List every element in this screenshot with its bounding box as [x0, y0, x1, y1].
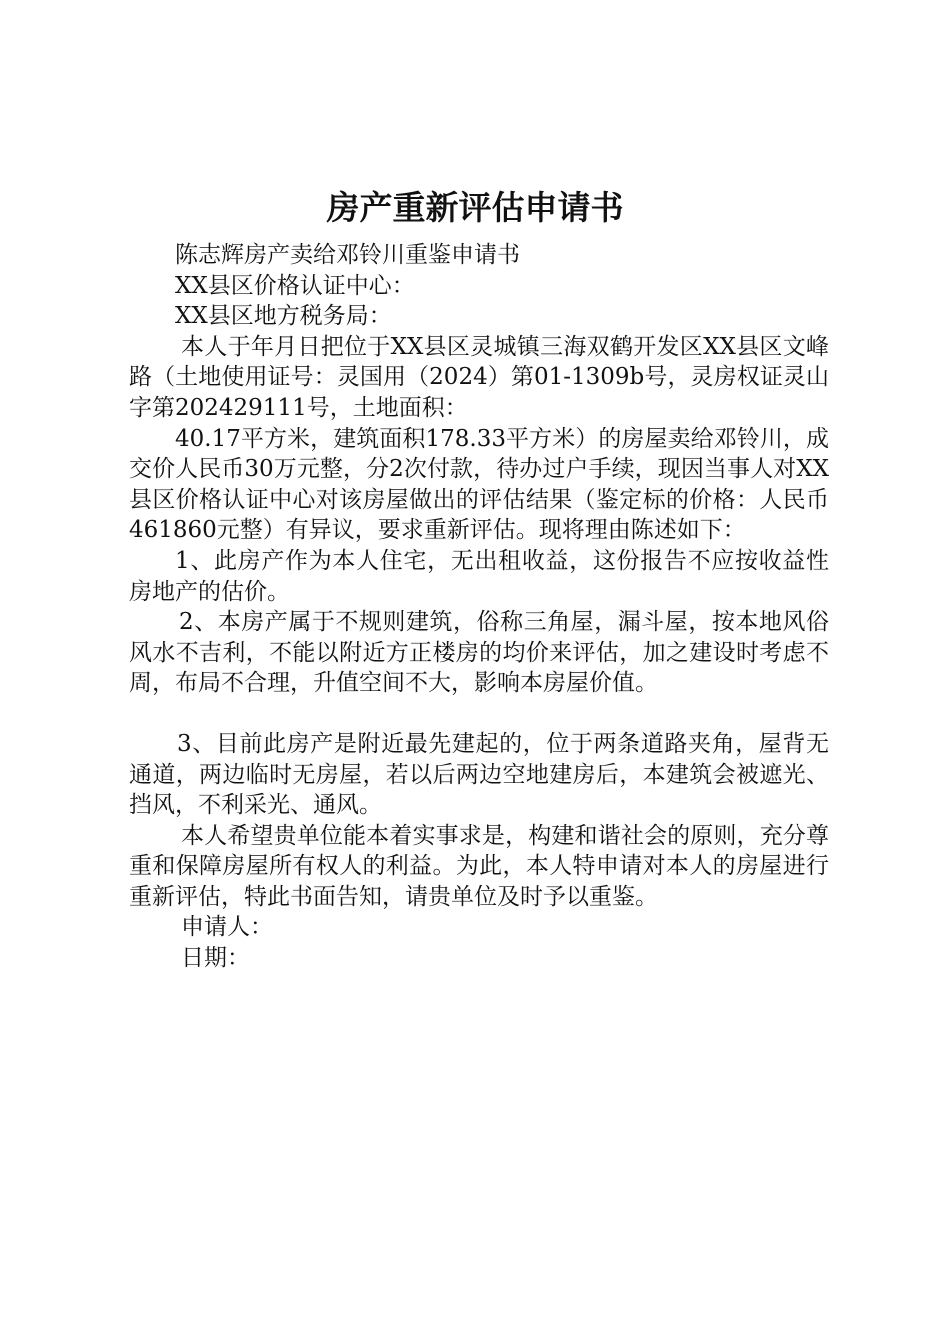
recipient-tax-bureau: XX县区地方税务局：: [175, 303, 392, 330]
reason-3: 3、目前此房产是附近最先建起的，位于两条道路夹角，屋背无通道，两边临时无房屋，若以后两边空地建房后，本建筑会被遮光、挡风，不利采光、通风。: [129, 730, 829, 819]
reason-2: 2、本房产属于不规则建筑，俗称三角屋，漏斗屋，按本地风俗风水不吉利，不能以附近方正楼房的均价来评估，加之建设时考虑不周，布局不合理，升值空间不大，影响本房屋价值。: [129, 609, 829, 697]
document-body: [129, 240, 829, 974]
document-title: 房产重新评估申请书: [326, 188, 624, 227]
recipient-price-center: XX县区价格认证中心：: [175, 272, 415, 299]
date-label: 日期：: [181, 945, 250, 972]
closing-request: 本人希望贵单位能本着实事求是，构建和谐社会的原则，充分尊重和保障房屋所有权人的利益。为此，本人特申请对本人的房屋进行重新评估，特此书面告知，请贵单位及时予以重鉴。: [129, 822, 829, 910]
paragraph-area-and-price: 40.17平方米，建筑面积178.33平方米）的房屋卖给邓铃川，成交价人民币30万元整，分2次付款，待办过户手续，现因当事人对XX县区价格认证中心对该房屋做出的评估结果（鉴定标的价格：人民币461860元整）有异议，要求重新评估。现将理由陈述如下：: [129, 425, 829, 544]
applicant-label: 申请人：: [181, 914, 273, 941]
paragraph-property-location: 本人于年月日把位于XX县区灵城镇三海双鹤开发区XX县区文峰路（土地使用证号：灵国用（2024）第01-1309b号，灵房权证灵山字第202429111号，土地面积：: [129, 333, 829, 421]
subject-line: 陈志辉房产卖给邓铃川重鉴申请书: [175, 242, 520, 268]
paragraph-gap: [129, 699, 829, 729]
reason-1: 1、此房产作为本人住宅，无出租收益，这份报告不应按收益性房地产的估价。: [129, 547, 829, 605]
